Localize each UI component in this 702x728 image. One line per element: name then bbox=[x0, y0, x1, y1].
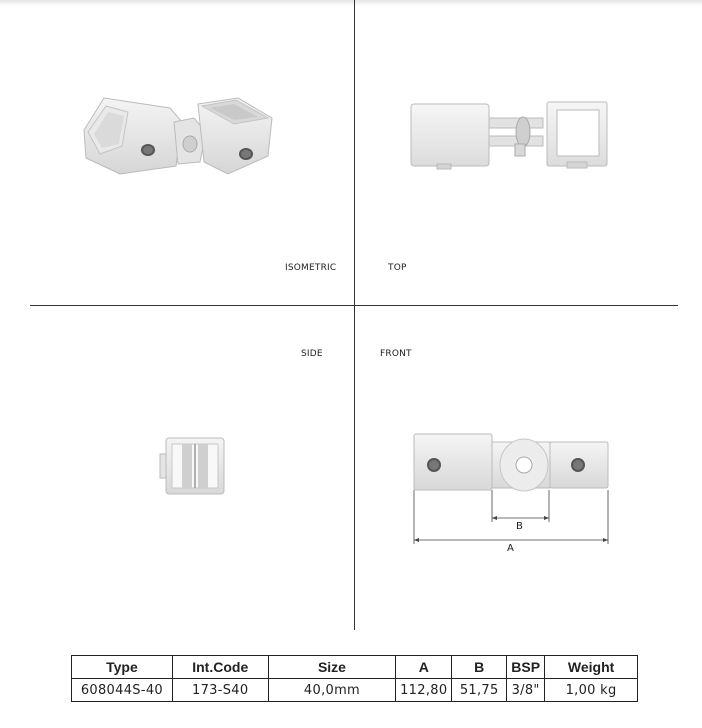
side-view-label: SIDE bbox=[301, 349, 323, 359]
cell-int-code: 173-S40 bbox=[172, 679, 268, 702]
horizontal-divider bbox=[30, 305, 678, 306]
cell-type: 608044S-40 bbox=[72, 679, 173, 702]
top-shadow-bar bbox=[0, 0, 702, 6]
front-view-label: FRONT bbox=[380, 349, 412, 359]
dimension-b-label: B bbox=[516, 521, 523, 532]
header-type: Type bbox=[72, 656, 173, 679]
top-view-drawing bbox=[409, 100, 609, 172]
side-view-drawing bbox=[160, 436, 226, 498]
header-weight: Weight bbox=[545, 656, 638, 679]
header-bsp: BSP bbox=[507, 656, 545, 679]
cell-weight: 1,00 kg bbox=[545, 679, 638, 702]
cell-size: 40,0mm bbox=[268, 679, 396, 702]
header-size: Size bbox=[268, 656, 396, 679]
isometric-view-label: ISOMETRIC bbox=[285, 263, 337, 273]
cell-bsp: 3/8" bbox=[507, 679, 545, 702]
front-view-drawing bbox=[408, 430, 618, 560]
spec-table-header-row bbox=[72, 656, 638, 679]
dimension-a-label: A bbox=[507, 543, 514, 554]
header-a: A bbox=[396, 656, 452, 679]
table-row bbox=[72, 679, 638, 702]
header-int-code: Int.Code bbox=[172, 656, 268, 679]
header-b: B bbox=[452, 656, 507, 679]
spec-table bbox=[71, 655, 638, 702]
isometric-view-drawing bbox=[78, 92, 278, 182]
top-view-label: TOP bbox=[388, 263, 407, 273]
vertical-divider bbox=[354, 0, 355, 630]
cell-b: 51,75 bbox=[452, 679, 507, 702]
cell-a: 112,80 bbox=[396, 679, 452, 702]
